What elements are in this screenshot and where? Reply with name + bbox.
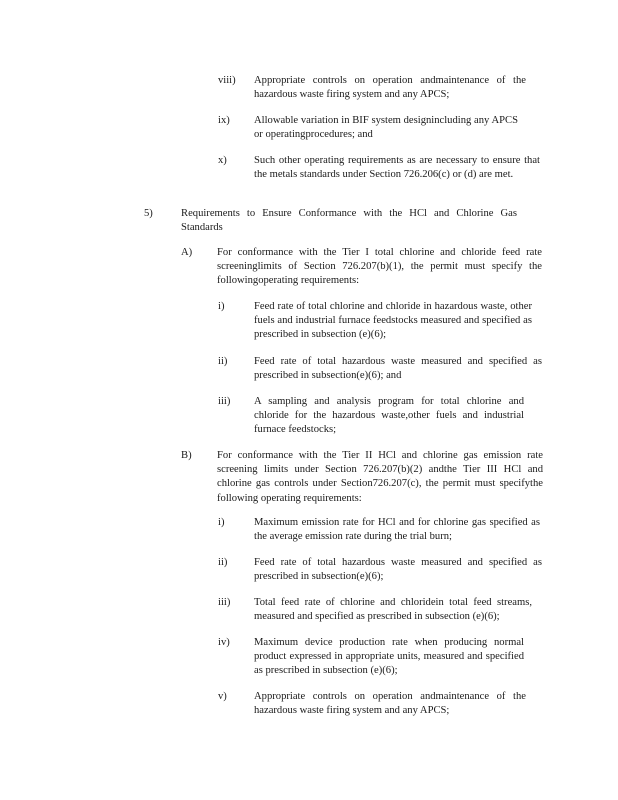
section-heading-5 bbox=[0, 207, 618, 237]
section-marker: 5) bbox=[144, 208, 153, 219]
subsection-marker: B) bbox=[181, 450, 192, 461]
list-marker: i) bbox=[218, 517, 225, 528]
list-item-text: Feed rate of total hazardous waste measured and specified as prescribed in subsection(e)(6); and bbox=[254, 356, 542, 382]
list-item-a-ii bbox=[0, 355, 618, 385]
list-item-text: Appropriate controls on operation andmaintenance of the hazardous waste firing system and any APCS; bbox=[254, 691, 526, 717]
list-item-text: Total feed rate of chlorine and chloridein total feed streams, measured and specified as prescribed in subsection (e)(6); bbox=[254, 597, 532, 623]
list-item-a-i bbox=[0, 300, 618, 344]
subsection-text: For conformance with the Tier I total chlorine and chloride feed rate screeninglimits of Section 726.207(b)(1), the permit must specify the followingoperating requirements: bbox=[217, 247, 542, 287]
list-marker: viii) bbox=[218, 75, 236, 86]
list-item-b-i bbox=[0, 516, 618, 546]
list-item-x bbox=[0, 154, 618, 198]
list-marker: iii) bbox=[218, 396, 231, 407]
list-item-text: Feed rate of total chlorine and chloride in hazardous waste, other fuels and industrial furnace feedstocks measured and specified as prescribed in subsection (e)(6); bbox=[254, 301, 532, 341]
list-marker: v) bbox=[218, 691, 227, 702]
list-item-text: Such other operating requirements as are necessary to ensure that the metals standards under Section 726.206(c) or (d) are met. bbox=[254, 155, 540, 181]
list-marker: ii) bbox=[218, 356, 228, 367]
subsection-B bbox=[0, 449, 618, 507]
list-marker: x) bbox=[218, 155, 227, 166]
list-item-text: Allowable variation in BIF system designincluding any APCS or operatingprocedures; and bbox=[254, 115, 518, 141]
list-item-text: Maximum device production rate when producing normal product expressed in appropriate units, measured and specified as prescribed in subsection (e)(6); bbox=[254, 637, 524, 677]
section-heading-text: Requirements to Ensure Conformance with the HCl and Chlorine Gas Standards bbox=[181, 208, 517, 234]
list-item-b-ii bbox=[0, 556, 618, 586]
list-item-text: Feed rate of total hazardous waste measured and specified as prescribed in subsection(e)(6); bbox=[254, 557, 542, 583]
list-marker: iv) bbox=[218, 637, 230, 648]
subsection-text: For conformance with the Tier II HCl and chlorine gas emission rate screening limits under Section 726.207(b)(2) andthe Tier III HCl and chlorine gas controls under Section726.207(c), the permit must specifythe following operating requirements: bbox=[217, 450, 543, 504]
list-item-viii bbox=[0, 74, 618, 104]
list-item-b-iv bbox=[0, 636, 618, 680]
list-marker: ii) bbox=[218, 557, 228, 568]
list-marker: iii) bbox=[218, 597, 231, 608]
subsection-marker: A) bbox=[181, 247, 193, 258]
list-item-a-iii bbox=[0, 395, 618, 439]
list-item-b-iii bbox=[0, 596, 618, 626]
list-item-text: Maximum emission rate for HCl and for chlorine gas specified as the average emission rate during the trial burn; bbox=[254, 517, 540, 543]
list-marker: ix) bbox=[218, 115, 230, 126]
list-item-text: Appropriate controls on operation andmaintenance of the hazardous waste firing system and any APCS; bbox=[254, 75, 526, 101]
subsection-A bbox=[0, 246, 618, 290]
list-item-b-v bbox=[0, 690, 618, 720]
list-marker: i) bbox=[218, 301, 225, 312]
list-item-ix bbox=[0, 114, 618, 144]
list-item-text: A sampling and analysis program for total chlorine and chloride for the hazardous waste,other fuels and industrial furnace feedstocks; bbox=[254, 396, 524, 436]
